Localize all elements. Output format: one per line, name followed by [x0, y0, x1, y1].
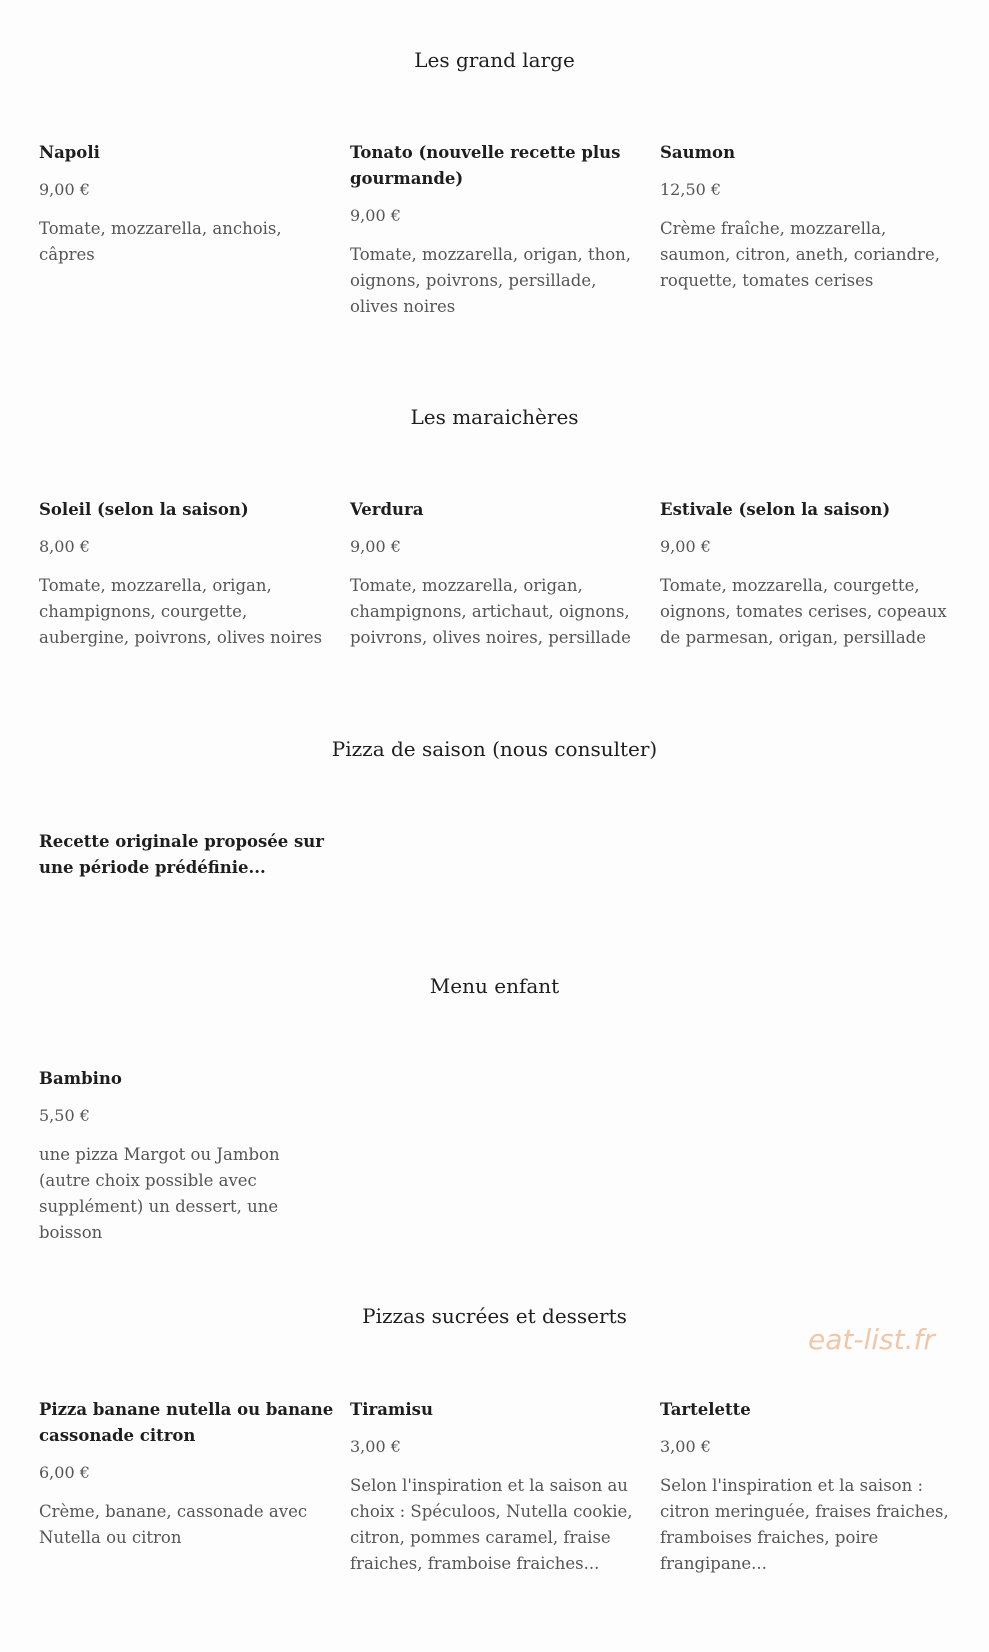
menu-item-tiramisu [350, 1397, 645, 1577]
menu-item-estivale [660, 497, 955, 651]
section-title: Pizza de saison (nous consulter) [331, 737, 658, 761]
menu-item-pizza-banane [39, 1397, 334, 1551]
item-description: Crème, banane, cassonade avec Nutella ou citron [39, 1502, 308, 1547]
menu-item-verdura [350, 497, 645, 651]
item-name: Pizza banane nutella ou banane cassonade citron [39, 1400, 334, 1445]
menu-item-tartelette [660, 1397, 955, 1577]
item-description: Tomate, mozzarella, anchois, câpres [39, 219, 282, 264]
item-price: 9,00 € [350, 537, 401, 556]
item-name: Soleil (selon la saison) [39, 500, 249, 519]
item-name: Napoli [39, 143, 100, 162]
item-price: 9,00 € [660, 537, 711, 556]
item-description: Tomate, mozzarella, courgette, oignons, tomates cerises, copeaux de parmesan, origan, persillade [660, 576, 947, 647]
item-name: Recette originale proposée sur une période prédéfinie... [39, 832, 324, 877]
item-name: Tiramisu [350, 1400, 433, 1419]
item-description: Tomate, mozzarella, origan, thon, oignons, poivrons, persillade, olives noires [350, 245, 632, 316]
item-price: 3,00 € [350, 1437, 401, 1456]
item-price: 3,00 € [660, 1437, 711, 1456]
item-price: 5,50 € [39, 1106, 90, 1125]
item-name: Tonato (nouvelle recette plus gourmande) [350, 143, 621, 188]
section-title: Les grand large [414, 48, 575, 72]
menu-item-bambino [39, 1066, 334, 1246]
item-description: Selon l'inspiration et la saison au choix : Spéculoos, Nutella cookie, citron, pommes caramel, fraise fraiches, framboise fraiches... [350, 1476, 633, 1573]
menu-item-soleil [39, 497, 334, 651]
section-title: Les maraichères [410, 405, 579, 429]
item-description: Crème fraîche, mozzarella, saumon, citron, aneth, coriandre, roquette, tomates cerises [660, 219, 940, 290]
item-name: Estivale (selon la saison) [660, 500, 891, 519]
item-name: Tartelette [660, 1400, 751, 1419]
menu-item-tonato [350, 140, 645, 320]
menu-item-recette-originale [39, 829, 334, 881]
item-name: Saumon [660, 143, 736, 162]
watermark-text: eat-list.fr [808, 1323, 935, 1356]
item-name: Bambino [39, 1069, 122, 1088]
item-price: 9,00 € [350, 206, 401, 225]
item-description: Tomate, mozzarella, origan, champignons, courgette, aubergine, poivrons, olives noires [39, 576, 323, 647]
item-price: 12,50 € [660, 180, 722, 199]
item-price: 9,00 € [39, 180, 90, 199]
section-title: Pizzas sucrées et desserts [362, 1304, 627, 1328]
item-price: 6,00 € [39, 1463, 90, 1482]
menu-item-napoli [39, 140, 334, 268]
item-description: Tomate, mozzarella, origan, champignons, artichaut, oignons, poivrons, olives noires, persillade [350, 576, 631, 647]
item-description: une pizza Margot ou Jambon (autre choix possible avec supplément) un dessert, une boisson [39, 1145, 280, 1242]
item-price: 8,00 € [39, 537, 90, 556]
item-name: Verdura [350, 500, 424, 519]
menu-item-saumon [660, 140, 955, 294]
section-title: Menu enfant [429, 974, 560, 998]
item-description: Selon l'inspiration et la saison : citron meringuée, fraises fraiches, framboises fraiches, poire frangipane... [660, 1476, 949, 1573]
